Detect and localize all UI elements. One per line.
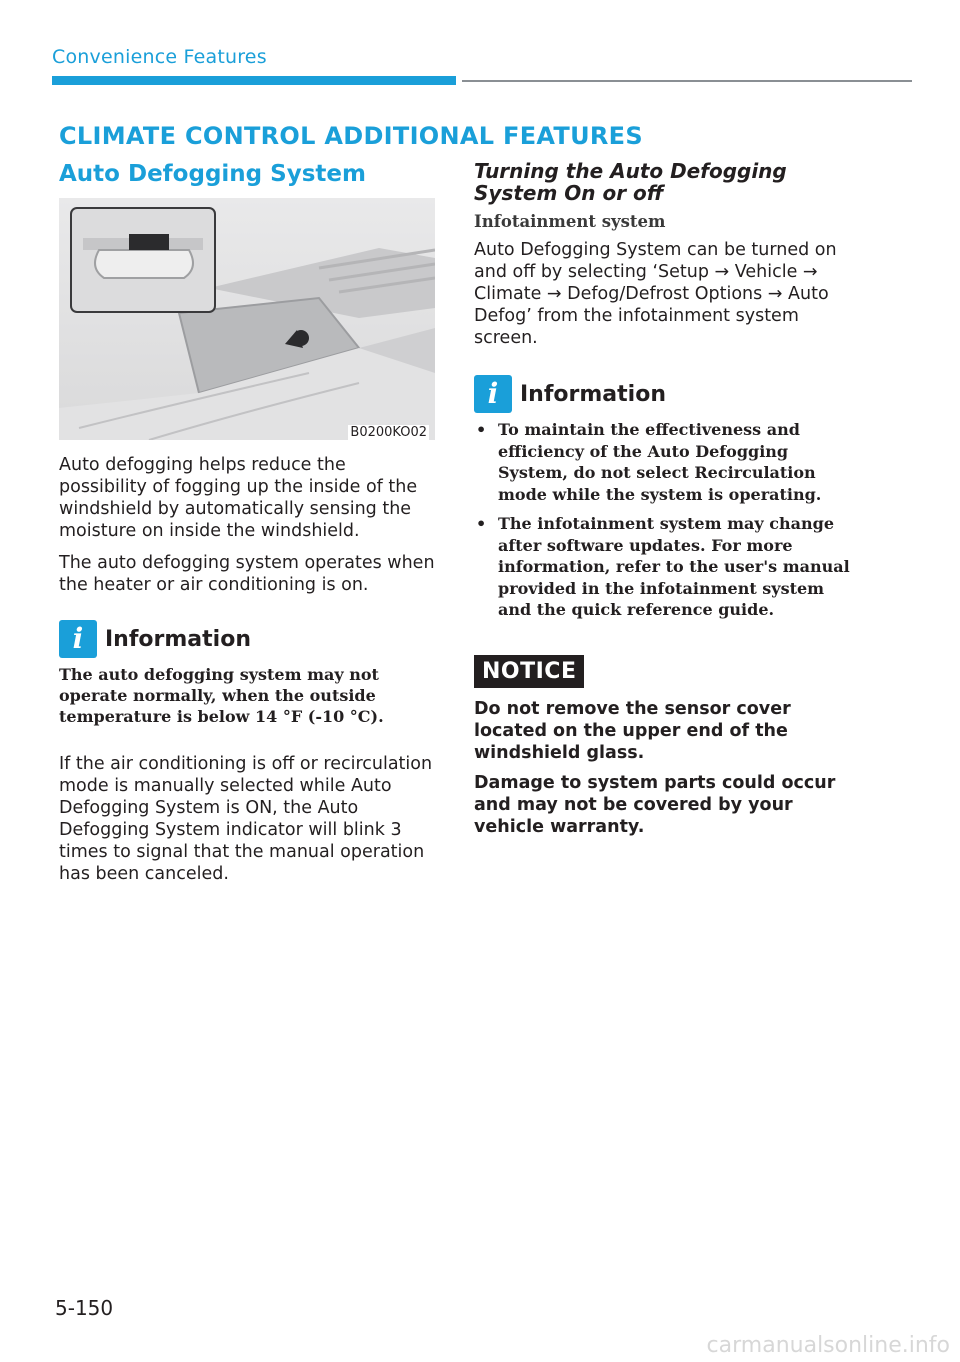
list-item: • To maintain the effectiveness and efficiency of the Auto Defogging System, do not select Recirculation mode while the system is operating. xyxy=(474,419,854,505)
car-windshield-illustration xyxy=(59,198,435,440)
body-paragraph: If the air conditioning is off or recirculation mode is manually selected while Auto Defogging System is ON, the Auto Defogging System indicator will blink 3 times to signal that the manual operation has been canceled. xyxy=(59,754,433,884)
information-heading xyxy=(474,375,854,413)
section-heading: Turning the Auto Defogging System On or off xyxy=(474,159,787,205)
right-column xyxy=(474,160,854,846)
info-icon: i xyxy=(59,620,97,658)
chapter-title: Convenience Features xyxy=(52,46,267,68)
figure-code: B0200KO02 xyxy=(350,425,427,440)
header-bar-rule xyxy=(462,80,912,82)
notice-badge: NOTICE xyxy=(474,655,584,688)
information-text: The auto defogging system may not operate normally, when the outside temperature is below 14 °F (-10 °C). xyxy=(59,665,384,726)
header-bar-accent xyxy=(52,76,456,85)
body-paragraph: The auto defogging system operates when the heater or air conditioning is on. xyxy=(59,553,435,595)
notice-text: Do not remove the sensor cover located on the upper end of the windshield glass. xyxy=(474,698,791,763)
subheading: Infotainment system xyxy=(474,212,666,231)
watermark: carmanualsonline.info xyxy=(706,1333,950,1358)
body-paragraph: Auto Defogging System can be turned on and off by selecting ‘Setup → Vehicle → Climate → Defog/Defrost Options → Auto Defog’ from the infotainment system screen. xyxy=(474,240,837,348)
section-title: CLIMATE CONTROL ADDITIONAL FEATURES xyxy=(59,122,643,150)
information-label: Information xyxy=(520,381,666,407)
notice-text: Damage to system parts could occur and may not be covered by your vehicle warranty. xyxy=(474,772,836,837)
body-paragraph: Auto defogging helps reduce the possibility of fogging up the inside of the windshield by automatically sensing the moisture on inside the windshield. xyxy=(59,455,418,541)
info-icon: i xyxy=(474,375,512,413)
information-list xyxy=(474,419,854,621)
left-column xyxy=(59,160,437,895)
figure xyxy=(59,198,435,440)
information-heading xyxy=(59,620,437,658)
information-label: Information xyxy=(105,626,251,652)
subsection-title: Auto Defogging System xyxy=(59,161,366,187)
list-item: • The infotainment system may change after software updates. For more information, refer to the user's manual provided in the infotainment system and the quick reference guide. xyxy=(474,513,854,621)
page-number: 5-150 xyxy=(55,1296,114,1320)
